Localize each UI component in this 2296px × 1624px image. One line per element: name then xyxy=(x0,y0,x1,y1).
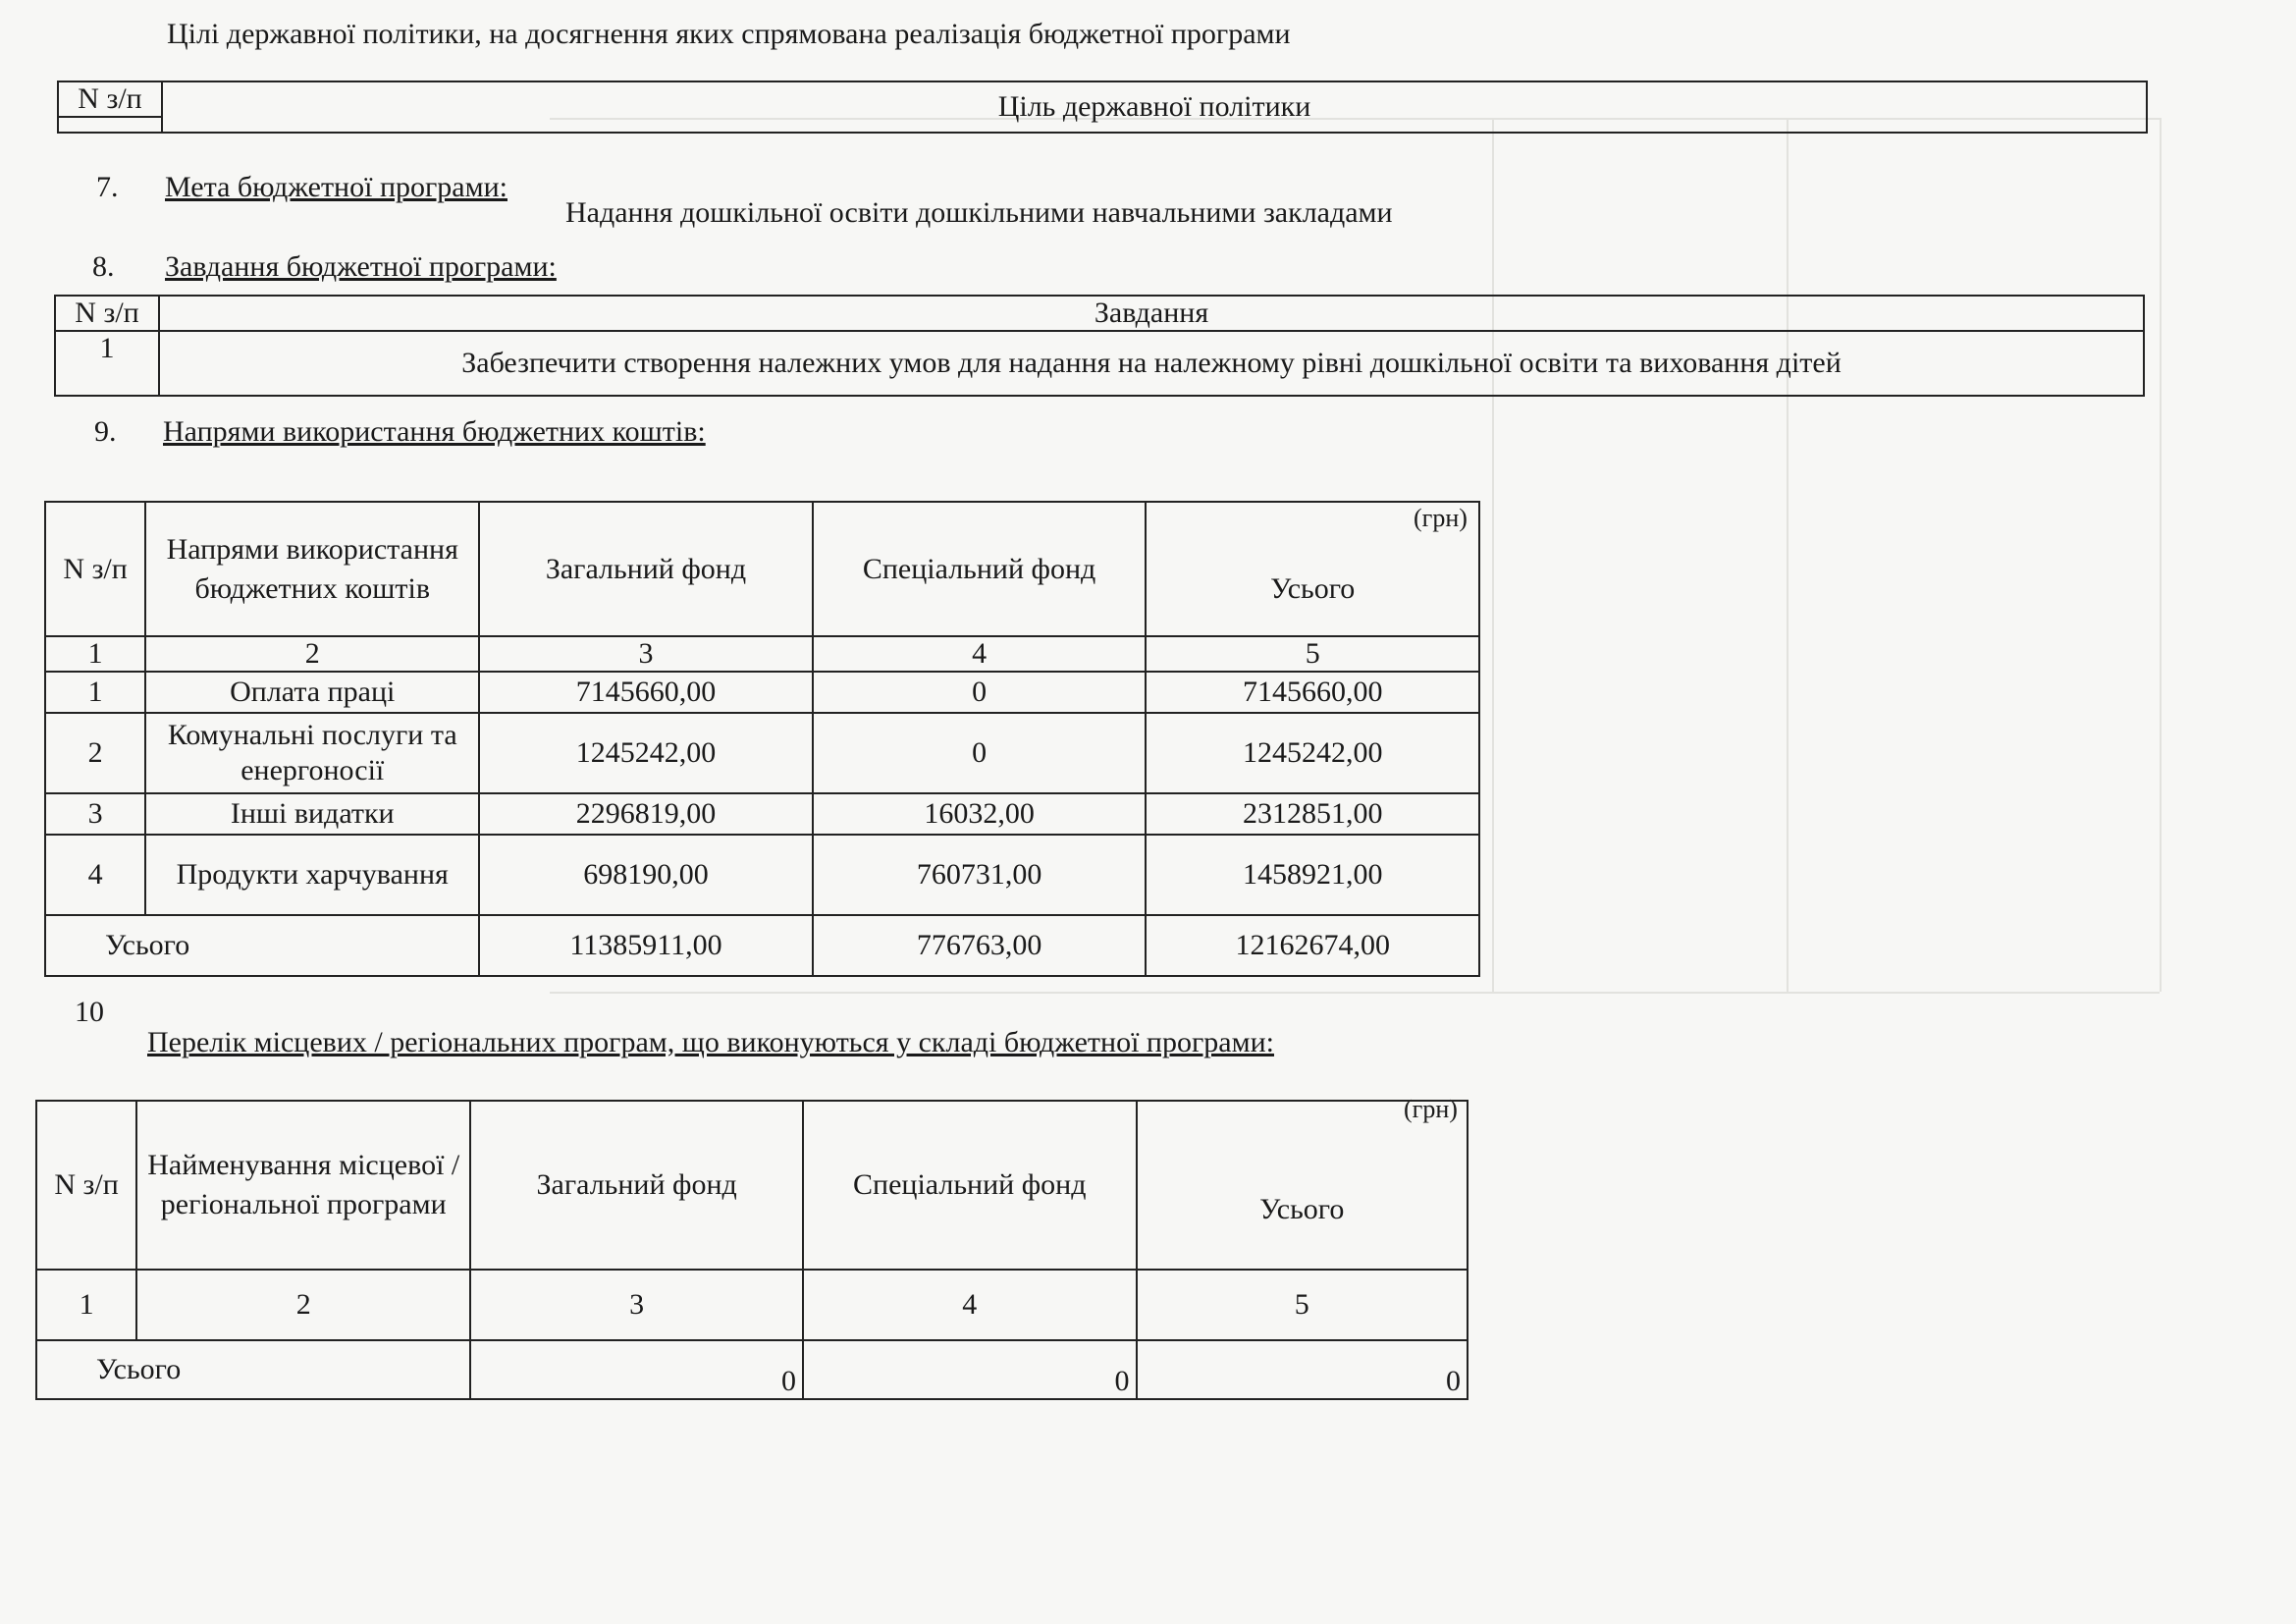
dir-hdr-general: Загальний фонд xyxy=(479,502,812,636)
table-row-total xyxy=(45,915,1479,976)
prog-hdr-num: N з/п xyxy=(36,1101,136,1270)
show-through-line xyxy=(2160,118,2162,992)
table-row xyxy=(45,713,1479,793)
prog-total-general: 0 xyxy=(470,1340,803,1399)
dir-row-num: 2 xyxy=(45,713,145,793)
item10-number: 10 xyxy=(75,996,104,1028)
prog-hdr-special: Спеціальний фонд xyxy=(803,1101,1137,1270)
prog-index-5: 5 xyxy=(1137,1270,1468,1340)
prog-index-3: 3 xyxy=(470,1270,803,1340)
item10-label: Перелік місцевих / регіональних програм, що виконуються у складі бюджетної програми: xyxy=(147,1026,1274,1058)
tasks-col-task: Завдання xyxy=(159,296,2144,331)
table-row-total xyxy=(36,1340,1468,1399)
dir-row-general: 698190,00 xyxy=(479,835,812,915)
goals-heading: Цілі державної політики, на досягнення яких спрямована реалізація бюджетної програми xyxy=(167,18,1291,50)
goals-col-num: N з/п xyxy=(58,81,162,117)
item8-number: 8. xyxy=(92,250,115,283)
prog-total-special: 0 xyxy=(803,1340,1137,1399)
dir-index-2: 2 xyxy=(145,636,479,672)
goals-table xyxy=(57,81,2148,134)
item7-value: Надання дошкільної освіти дошкільними навчальними закладами xyxy=(565,196,1393,229)
dir-total-general: 11385911,00 xyxy=(479,915,812,976)
budget-directions-table xyxy=(44,501,1480,977)
dir-row-num: 3 xyxy=(45,793,145,835)
goals-col-goal: Ціль державної політики xyxy=(162,81,2147,133)
prog-hdr-name: Найменування місцевої / регіональної програми xyxy=(136,1101,470,1270)
dir-hdr-num: N з/п xyxy=(45,502,145,636)
goals-cell xyxy=(58,117,162,133)
dir-row-name: Комунальні послуги та енергоносії xyxy=(145,713,479,793)
dir-row-name: Оплата праці xyxy=(145,672,479,713)
dir-row-general: 2296819,00 xyxy=(479,793,812,835)
dir-row-special: 0 xyxy=(813,713,1147,793)
prog-index-2: 2 xyxy=(136,1270,470,1340)
dir-row-general: 7145660,00 xyxy=(479,672,812,713)
dir-index-4: 4 xyxy=(813,636,1147,672)
dir-hdr-total: Усього xyxy=(1146,502,1479,636)
item7-number: 7. xyxy=(96,171,119,203)
dir-row-total: 2312851,00 xyxy=(1146,793,1479,835)
table-row xyxy=(45,835,1479,915)
dir-row-total: 1245242,00 xyxy=(1146,713,1479,793)
item9-label: Напрями використання бюджетних коштів: xyxy=(163,415,706,448)
dir-index-5: 5 xyxy=(1146,636,1479,672)
show-through-line xyxy=(1492,118,1494,992)
table-row xyxy=(45,672,1479,713)
tasks-table xyxy=(54,295,2145,397)
dir-hdr-special: Спеціальний фонд xyxy=(813,502,1147,636)
dir-index-1: 1 xyxy=(45,636,145,672)
dir-hdr-direction: Напрями використання бюджетних коштів xyxy=(145,502,479,636)
dir-row-special: 16032,00 xyxy=(813,793,1147,835)
prog-hdr-total: Усього xyxy=(1137,1101,1468,1270)
dir-row-num: 1 xyxy=(45,672,145,713)
item10-unit: (грн) xyxy=(1404,1095,1458,1123)
dir-row-general: 1245242,00 xyxy=(479,713,812,793)
dir-total-special: 776763,00 xyxy=(813,915,1147,976)
dir-row-special: 760731,00 xyxy=(813,835,1147,915)
table-row xyxy=(45,793,1479,835)
show-through-line xyxy=(550,992,2160,994)
dir-row-num: 4 xyxy=(45,835,145,915)
dir-row-name: Інші видатки xyxy=(145,793,479,835)
dir-index-3: 3 xyxy=(479,636,812,672)
task-row-text: Забезпечити створення належних умов для надання на належному рівні дошкільної освіти та виховання дітей xyxy=(159,331,2144,396)
item9-unit: (грн) xyxy=(1414,504,1468,532)
local-programs-table xyxy=(35,1100,1468,1400)
dir-total-label: Усього xyxy=(45,915,479,976)
prog-hdr-general: Загальний фонд xyxy=(470,1101,803,1270)
dir-total-total: 12162674,00 xyxy=(1146,915,1479,976)
item7-label: Мета бюджетної програми: xyxy=(165,171,507,203)
dir-row-total: 7145660,00 xyxy=(1146,672,1479,713)
show-through-line xyxy=(1787,118,1789,992)
dir-row-total: 1458921,00 xyxy=(1146,835,1479,915)
item8-label: Завдання бюджетної програми: xyxy=(165,250,557,283)
dir-row-name: Продукти харчування xyxy=(145,835,479,915)
tasks-col-num: N з/п xyxy=(55,296,159,331)
item9-number: 9. xyxy=(94,415,117,448)
prog-index-4: 4 xyxy=(803,1270,1137,1340)
dir-row-special: 0 xyxy=(813,672,1147,713)
prog-total-total: 0 xyxy=(1137,1340,1468,1399)
task-row-num: 1 xyxy=(55,331,159,396)
prog-index-1: 1 xyxy=(36,1270,136,1340)
prog-total-label: Усього xyxy=(36,1340,470,1399)
